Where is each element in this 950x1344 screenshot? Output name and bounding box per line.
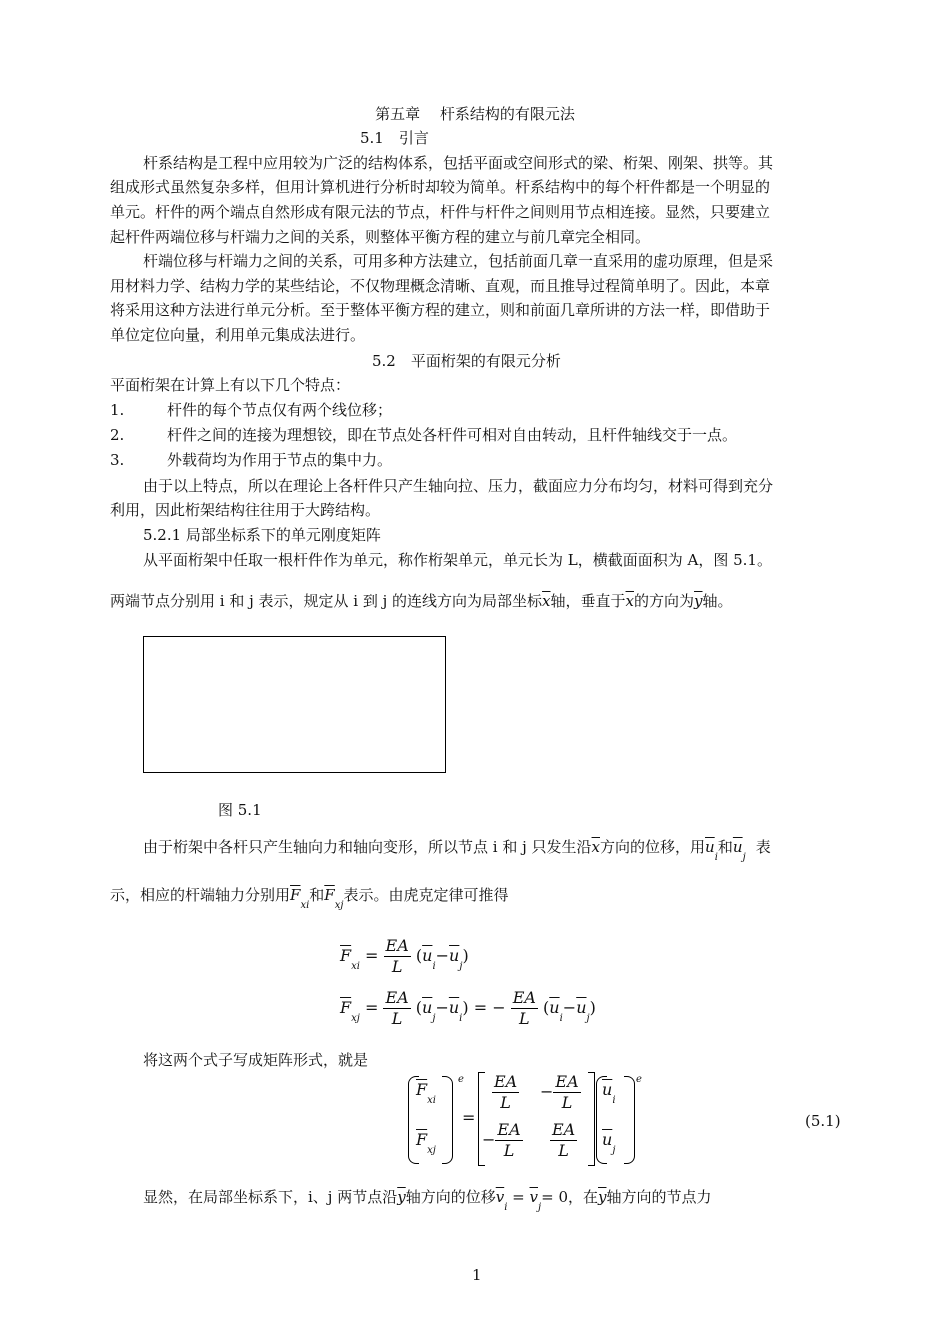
subscript-i: i bbox=[714, 852, 718, 863]
matrix-equation bbox=[400, 1072, 650, 1167]
vector-f: $\overline{F}_{xj}$ bbox=[416, 1130, 436, 1156]
matrix-entry: − $\frac{EA}{L}$ bbox=[540, 1072, 579, 1112]
u-bar: $\overline{u}$ bbox=[422, 946, 433, 965]
right-bracket bbox=[588, 1072, 595, 1166]
right-brace bbox=[624, 1076, 635, 1164]
page-number: 1 bbox=[472, 1266, 482, 1284]
text: 轴方向的节点力 bbox=[606, 1188, 712, 1206]
fraction: $\frac{EA}{L}$ bbox=[385, 988, 409, 1028]
para4-line1: 从平面桁架中任取一根杆件作为单元，称作桁架单元，单元长为 L，横截面面积为 A，图 5.1。 bbox=[143, 551, 772, 569]
y-bar: $\overline{y}$ bbox=[598, 1188, 607, 1206]
feature-number: 3. bbox=[110, 451, 125, 469]
matrix-entry: $\frac{EA}{L}$ bbox=[494, 1072, 518, 1112]
last-line: 显然，在局部坐标系下，i、j 两节点沿$\overline{y}$轴方向的位移$\overline{v}_i = \overline{v}_j= 0$，在$\overline{y}$轴方向的节点力 bbox=[143, 1188, 712, 1213]
section-5-2-heading: 5.2 平面桁架的有限元分析 bbox=[372, 352, 561, 370]
features-intro: 平面桁架在计算上有以下几个特点： bbox=[110, 376, 351, 394]
text: 和 bbox=[309, 886, 325, 904]
F-bar: $\overline{F}$ bbox=[324, 886, 335, 904]
text: 显然，在局部坐标系下，i、j 两节点沿 bbox=[143, 1188, 398, 1206]
feature-item bbox=[110, 450, 393, 470]
text: 轴。 bbox=[702, 592, 733, 610]
para2-line: 杆端位移与杆端力之间的关系，可用多种方法建立，包括前面几章一直采用的虚功原理，但是采 bbox=[143, 252, 774, 270]
fraction: $\frac{EA}{L}$ bbox=[512, 988, 536, 1028]
superscript-e: e bbox=[636, 1074, 642, 1085]
feature-text: 杆件的每个节点仅有两个线位移； bbox=[167, 401, 393, 419]
para3-line: 利用，因此桁架结构往往用于大跨结构。 bbox=[110, 501, 381, 519]
para2-line: 单位定位向量，利用单元集成法进行。 bbox=[110, 326, 366, 344]
feature-item bbox=[110, 425, 738, 445]
para4-line2 bbox=[110, 591, 733, 611]
para2-line: 用材料力学、结构力学的某些结论，不仅物理概念清晰、直观，而且推导过程简单明了。因此，本章 bbox=[110, 277, 771, 295]
superscript-e: e bbox=[458, 1074, 464, 1085]
F-bar: $\overline{F}$ bbox=[290, 886, 301, 904]
text: 轴方向的位移 bbox=[405, 1188, 496, 1206]
u-bar: $\overline{u}$ bbox=[732, 838, 743, 856]
subscript-xj: xj bbox=[334, 900, 344, 911]
para2-line: 将采用这种方法进行单元分析。至于整体平衡方程的建立，则和前面几章所讲的方法一样，即借助于 bbox=[110, 301, 771, 319]
vector-u: $\overline{u}_j$ bbox=[602, 1130, 616, 1156]
feature-number: 2. bbox=[110, 426, 125, 444]
matrix-entry: $\frac{EA}{L}$ bbox=[552, 1120, 576, 1160]
subscript-j: j bbox=[742, 852, 746, 863]
equals-sign: = bbox=[462, 1108, 476, 1127]
text: 轴，垂直于 bbox=[550, 592, 626, 610]
section-5-1-heading: 5.1 引言 bbox=[360, 129, 429, 147]
para5-line1 bbox=[143, 837, 771, 863]
feature-item bbox=[110, 400, 393, 420]
figure-caption: 图 5.1 bbox=[218, 801, 262, 819]
text: 表示。由虎克定律可推得 bbox=[343, 886, 509, 904]
figure-5-1-placeholder bbox=[143, 636, 446, 773]
text: 由于桁架中各杆只产生轴向力和轴向变形，所以节点 i 和 j 只发生沿 bbox=[143, 838, 592, 856]
u-bar: $\overline{u}$ bbox=[449, 946, 460, 965]
equation-number: (5.1) bbox=[805, 1112, 841, 1130]
section-5-2-1-heading: 5.2.1 局部坐标系下的单元刚度矩阵 bbox=[143, 526, 381, 544]
text: 的方向为 bbox=[634, 592, 695, 610]
para3-line: 由于以上特点，所以在理论上各杆件只产生轴向拉、压力，截面应力分布均匀，材料可得到充分 bbox=[143, 477, 774, 495]
text: 示，相应的杆端轴力分别用 bbox=[110, 886, 291, 904]
v-bar: $\overline{v}$ bbox=[529, 1188, 538, 1206]
text: 表 bbox=[755, 838, 771, 856]
para1-line: 杆系结构是工程中应用较为广泛的结构体系，包括平面或空间形式的梁、桁架、刚架、拱等。其 bbox=[143, 154, 774, 172]
text: 方向的位移，用 bbox=[600, 838, 706, 856]
matrix-intro: 将这两个式子写成矩阵形式，就是 bbox=[143, 1051, 369, 1069]
right-brace bbox=[442, 1076, 453, 1164]
text: = 0，在 bbox=[541, 1188, 598, 1206]
y-bar: $\overline{y}$ bbox=[397, 1188, 406, 1206]
fraction: $\frac{EA}{L}$ bbox=[385, 936, 409, 976]
feature-text: 杆件之间的连接为理想铰，即在节点处各杆件可相对自由转动，且杆件轴线交于一点。 bbox=[167, 426, 738, 444]
feature-text: 外载荷均为作用于节点的集中力。 bbox=[167, 451, 393, 469]
para1-line: 起杆件两端位移与杆端力之间的关系，则整体平衡方程的建立与前几章完全相同。 bbox=[110, 228, 651, 246]
x-bar: $\overline{x}$ bbox=[542, 592, 551, 610]
v-bar: $\overline{v}$ bbox=[495, 1188, 505, 1206]
para1-line: 单元。杆件的两个端点自然形成有限元法的节点，杆件与杆件之间则用节点相连接。显然，只要建立 bbox=[110, 203, 771, 221]
vector-u: $\overline{u}_i$ bbox=[602, 1080, 616, 1106]
subscript: xi bbox=[351, 961, 360, 972]
u-bar: $\overline{u}$ bbox=[705, 838, 715, 856]
text: 和 bbox=[717, 838, 733, 856]
para1-line: 组成形式虽然复杂多样，但用计算机进行分析时却较为简单。杆系结构中的每个杆件都是一个明显的 bbox=[110, 178, 771, 196]
equation-fxj: $\overline{F}_{xj}$ = $\frac{EA}{L}$ $(\overline{u}_j-\overline{u}_i)$ = − $\frac{EA}{L}$ $(\overline{u}_i-\overline{u}_j)$ bbox=[340, 988, 596, 1028]
subscript-xi: xi bbox=[300, 900, 310, 911]
para5-line2 bbox=[110, 885, 509, 911]
matrix-entry: − $\frac{EA}{L}$ bbox=[482, 1120, 521, 1160]
text: 两端节点分别用 i 和 j 表示，规定从 i 到 j 的连线方向为局部坐标 bbox=[110, 592, 543, 610]
equation-fxi: $\overline{F}_{xi}$ = $\frac{EA}{L}$ $(\overline{u}_i-\overline{u}_j)$ bbox=[340, 936, 469, 976]
x-bar: $\overline{x}$ bbox=[625, 592, 634, 610]
F-bar: $\overline{F}$ bbox=[340, 946, 352, 965]
y-bar: $\overline{y}$ bbox=[694, 592, 703, 610]
subscript: xj bbox=[351, 1013, 360, 1024]
feature-number: 1. bbox=[110, 401, 125, 419]
chapter-title: 第五章 杆系结构的有限元法 bbox=[375, 105, 575, 123]
F-bar: $\overline{F}$ bbox=[340, 998, 352, 1017]
x-bar: $\overline{x}$ bbox=[591, 838, 600, 856]
vector-f: $\overline{F}_{xi}$ bbox=[416, 1080, 436, 1106]
